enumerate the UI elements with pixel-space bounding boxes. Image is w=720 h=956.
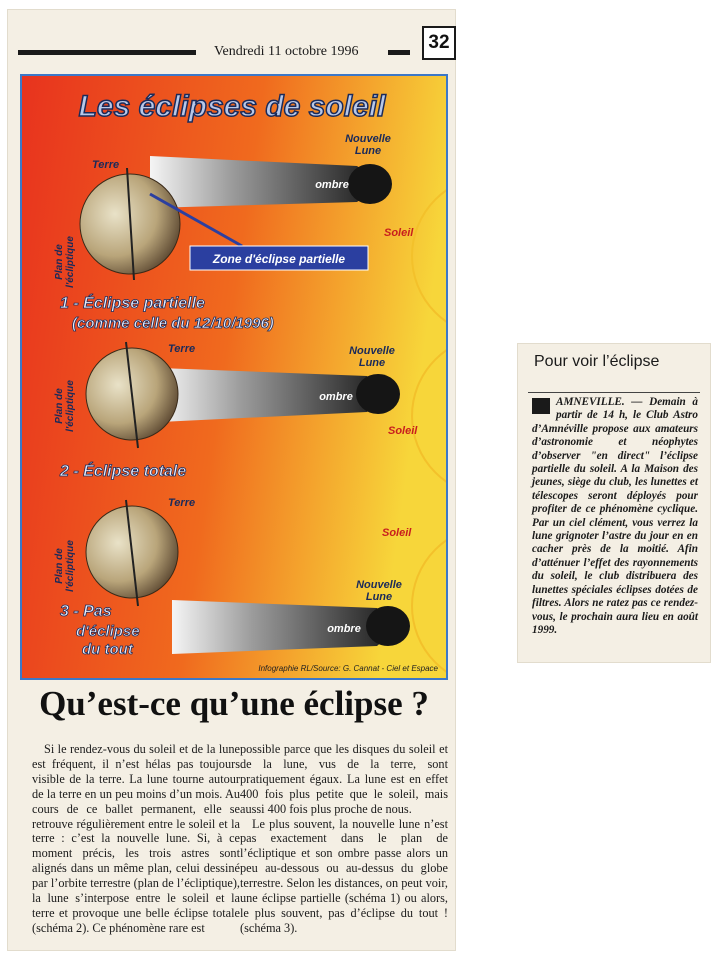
moon-icon bbox=[348, 164, 392, 204]
article-column-1 bbox=[32, 742, 240, 936]
infographic-title: Les éclipses de soleil bbox=[78, 90, 386, 123]
shadow-cone bbox=[172, 600, 400, 654]
label-ombre: ombre bbox=[319, 391, 353, 403]
label-plan: Plan de bbox=[54, 244, 65, 280]
header-rule bbox=[388, 50, 410, 55]
label-soleil: Soleil bbox=[388, 425, 418, 437]
infographic-canvas bbox=[22, 76, 446, 678]
page-number: 32 bbox=[422, 26, 456, 60]
moon-icon bbox=[366, 606, 410, 646]
label-nouvelle: Nouvelle bbox=[349, 345, 395, 357]
label-nouvelle: Nouvelle bbox=[345, 133, 391, 145]
article-headline: Qu’est-ce qu’une éclipse ? bbox=[39, 684, 429, 723]
label-lune: Lune bbox=[354, 145, 382, 157]
article-paragraph: Le plus souvent, la nouvelle lune n’est pas exactement dans le plan de l’écliptique et son ombre passe alors un peu au-dessous ou au-dessus du globe terrestre. Selon les distances, on peut voir, une éclipse partielle (schéma 1) ou alors, le plus souvent, pas d’éclipse du tout ! (schéma 3). bbox=[240, 816, 448, 935]
label-ecliptique: l'écliptique bbox=[65, 236, 76, 288]
label-ombre: ombre bbox=[327, 623, 361, 635]
label-terre: Terre bbox=[92, 159, 120, 171]
eclipse-infographic bbox=[20, 74, 448, 680]
caption-2: 2 - Éclipse totale bbox=[60, 463, 187, 480]
caption-3-line1: 3 - Pas bbox=[60, 603, 112, 620]
caption-3-line3: du tout bbox=[82, 641, 133, 658]
label-lune: Lune bbox=[358, 357, 386, 369]
label-plan: Plan de bbox=[54, 548, 65, 584]
article-column-2 bbox=[240, 742, 448, 936]
bullet-square-icon bbox=[532, 398, 550, 414]
article-paragraph: Si le rendez-vous du soleil et de la lune est fréquent, il n’est hélas pas toujours visible de la terre. La lune tourne autour de la terre en un peu moins d’un mois. Au cours de ce ballet permanent, elle se retrouve régulièrement entre le soleil et la terre : c’est la nouvelle lune. Si, à ce moment précis, les trois astres sont alignés dans un même plan, celui dessiné par l’orbite terrestre (plan de l’écliptique), la lune s’interpose entre le soleil et la terre et provoque une belle éclipse totale (schéma 2). Ce phénomène rare est bbox=[32, 742, 240, 935]
sidebar-article-body-wrapper bbox=[532, 396, 698, 637]
sidebar-article-title: Pour voir l’éclipse bbox=[534, 353, 660, 370]
label-ecliptique: l'écliptique bbox=[65, 540, 76, 592]
issue-date: Vendredi 11 octobre 1996 bbox=[214, 44, 359, 59]
label-ombre: ombre bbox=[315, 179, 349, 191]
sidebar-article-body: AMNEVILLE. — Demain à partir de 14 h, le Club Astro d’Amnéville propose aux amateurs d’astronomie et néophytes d’observer "en direct" l’éclipse partielle du soleil. A la Maison des jeunes, siège du club, les lunettes et télescopes seront déployés pour profiter de ce phénomène cyclique. Par un ciel clément, vous verrez la lune grignoter l’astre du jour en en cacher près de la moitié. Afin d’atténuer l’effet des rayonnements du soleil, le club distribuera des lunettes spéciales éclipses dotées de filtres. Alors ne ratez pas ce rendez-vous, le prochain aura lieu en août 1999. bbox=[532, 396, 698, 636]
caption-3-line2: d'éclipse bbox=[76, 623, 140, 640]
article-paragraph: possible parce que les disques du soleil et de la lune, vus de la terre, sont pratiquement égaux. La lune est en effet 400 fois plus petite que le soleil, mais aussi 400 fois plus proche de nous. bbox=[240, 742, 448, 816]
newspaper-clipping-sidebar bbox=[518, 344, 710, 662]
label-soleil: Soleil bbox=[384, 227, 414, 239]
caption-1-line1: 1 - Éclipse partielle bbox=[60, 295, 205, 312]
label-lune: Lune bbox=[365, 591, 393, 603]
label-terre: Terre bbox=[168, 343, 196, 355]
label-plan: Plan de bbox=[54, 388, 65, 424]
label-ecliptique: l'écliptique bbox=[65, 380, 76, 432]
label-zone-partielle: Zone d'éclipse partielle bbox=[212, 252, 346, 266]
sidebar-rule bbox=[528, 392, 700, 393]
label-soleil: Soleil bbox=[382, 527, 412, 539]
label-nouvelle: Nouvelle bbox=[356, 579, 402, 591]
moon-icon bbox=[356, 374, 400, 414]
label-terre: Terre bbox=[168, 497, 196, 509]
caption-1-line2: (comme celle du 12/10/1996) bbox=[72, 315, 274, 332]
header-rule bbox=[18, 50, 196, 55]
infographic-credit: Infographie RL/Source: G. Cannat - Ciel et Espace bbox=[258, 664, 438, 673]
